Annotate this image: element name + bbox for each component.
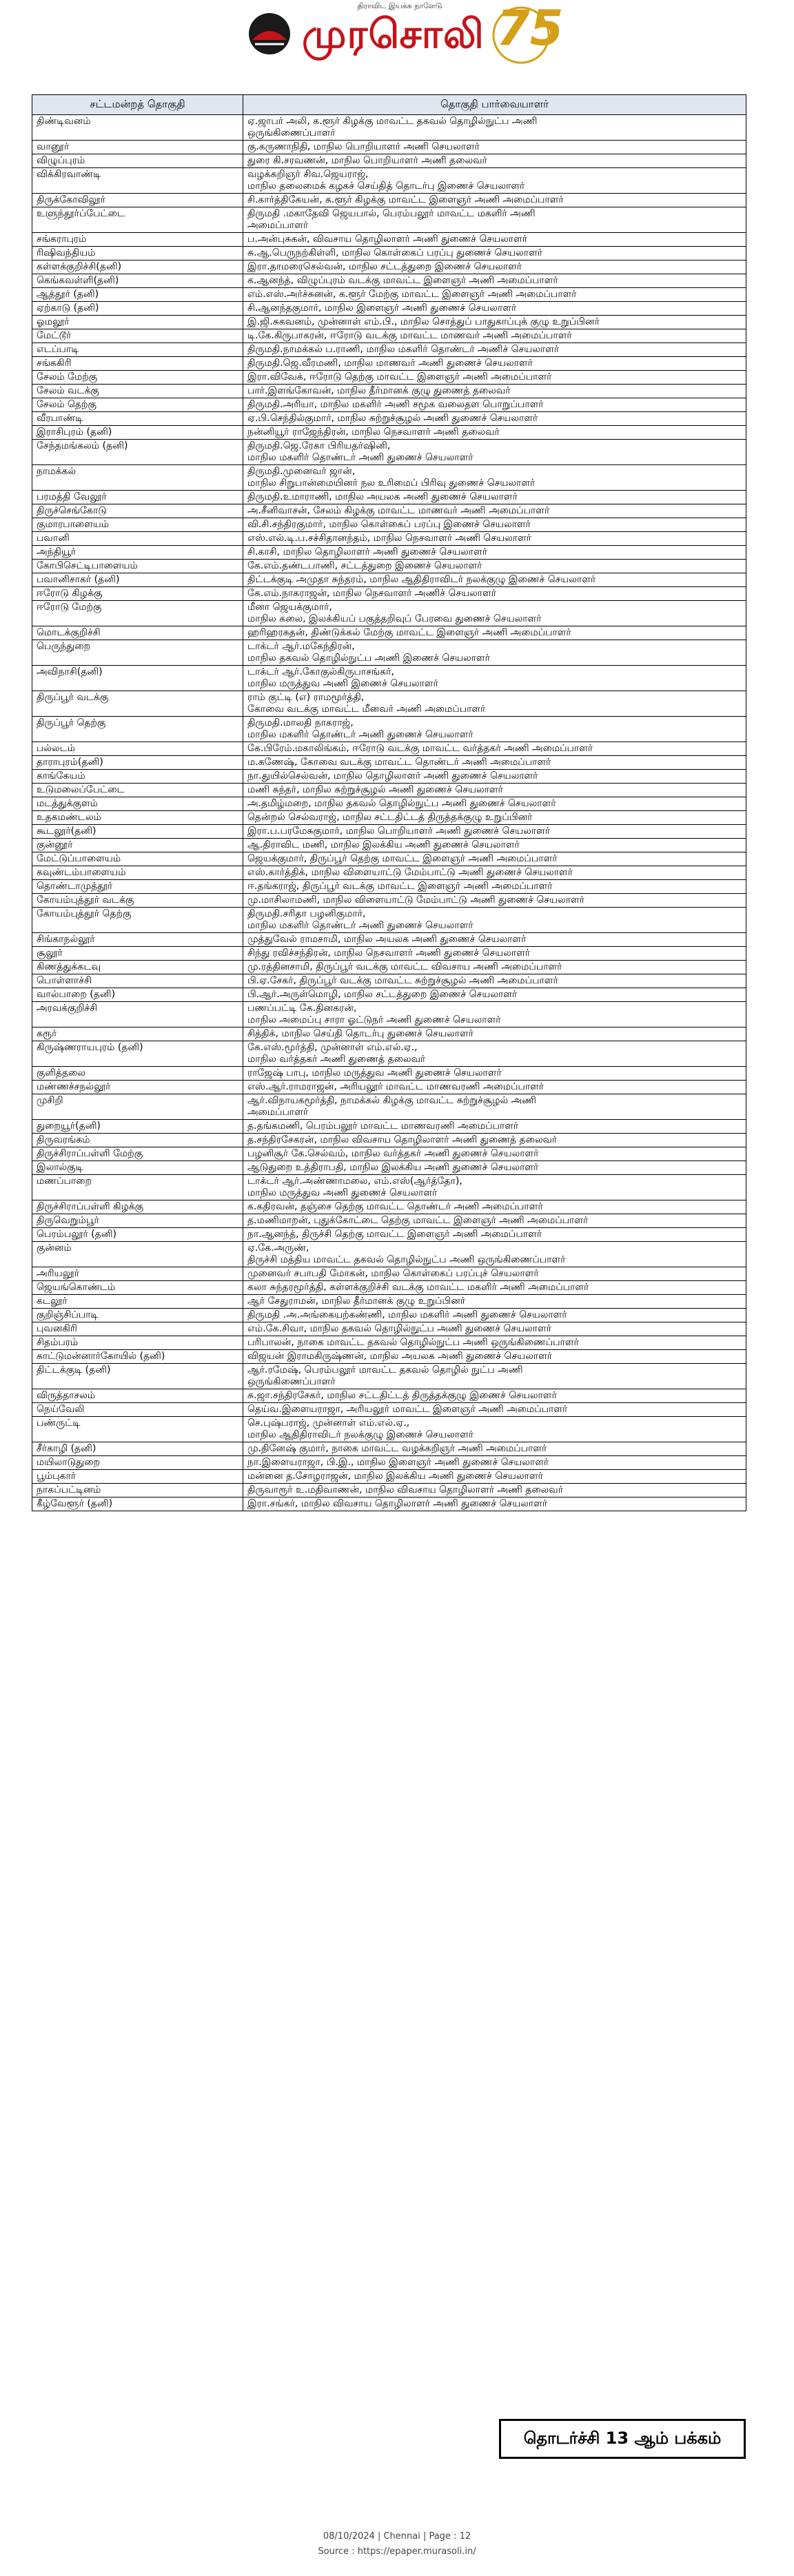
table-row — [32, 1417, 746, 1442]
observer-cell: ஏ.ஜாபர் அலி, க.ளூர் கிழக்கு மாவட்ட தகவல் தொழில்நுட்ப அணி ஒருங்கிணைப்பாளர் — [243, 115, 746, 141]
observer-cell: மு.மாசிலாமணி, மாநில விளையாட்டு மேம்பாட்டு அணி துணைச் செயலாளர் — [243, 894, 746, 908]
observer-cell: திட்டக்குடி அமுதா சுந்தரம், மாநில ஆதிதிராவிடர் நலக்குழு இணைச் செயலாளர் — [243, 573, 746, 587]
observer-cell: ம.கணேஷ், கோவை வடக்கு மாவட்ட தொண்டர் அணி அமைப்பாளர் — [243, 756, 746, 770]
observer-cell: ஏ.பி.செந்தில்குமார், மாநில சுற்றுச்சூழல் அணி துணைச் செயலாளர் — [243, 412, 746, 426]
observer-cell: திருமதி.சரிதா பழனிகுமார், மாநில மகளிர் தொண்டர் அணி துணைச் செயலாளர் — [243, 908, 746, 933]
constituency-cell: குன்னம் — [32, 1242, 243, 1267]
constituency-cell: கள்ளக்குறிச்சி(தனி) — [32, 260, 243, 274]
table-row — [32, 1094, 746, 1120]
table-row — [32, 141, 746, 154]
table-row — [32, 1295, 746, 1309]
constituency-cell: திருப்பூர் தெற்கு — [32, 717, 243, 742]
constituency-cell: பெருந்துறை — [32, 640, 243, 666]
observer-cell: எஸ்.எல்.டி.ப.சச்சிதானந்தம், மாநில நெசவாளர் அணி செயலாளர் — [243, 532, 746, 546]
table-row — [32, 797, 746, 811]
observer-cell: இ.ஜி.சுகவனம், முன்னாள் எம்.பி., மாநில சொத்துப் பாதுகாப்புக் குழு உறுப்பினர் — [243, 316, 746, 329]
table-row — [32, 504, 746, 518]
constituency-cell: கோயம்புத்தூர் வடக்கு — [32, 894, 243, 908]
constituency-cell: கிணத்துக்கடவு — [32, 961, 243, 974]
constituency-cell: கடலூர் — [32, 1295, 243, 1309]
table-row — [32, 852, 746, 866]
observer-cell: திருமதி.ஜெ.வீரமணி, மாநில மாணவர் அணி துணைச் செயலாளர் — [243, 357, 746, 371]
table-row — [32, 115, 746, 141]
table-row — [32, 1442, 746, 1456]
observer-cell: ஹரிஹரசுதன், திண்டுக்கல் மேற்கு மாவட்ட இளைஞர் அணி அமைப்பாளர் — [243, 626, 746, 640]
constituency-cell: ஓமலூர் — [32, 316, 243, 329]
masthead-tagline: திராவிட இயக்க நாளேடு — [357, 1, 442, 10]
table-row — [32, 573, 746, 587]
constituency-cell: புவனகிரி — [32, 1322, 243, 1336]
observer-cell: ராம் குட்டி (எ) ராமமூர்த்தி, கோவை வடக்கு மாவட்ட மீனவர் அணி அமைப்பாளர் — [243, 691, 746, 717]
table-row — [32, 1041, 746, 1067]
constituency-cell: மணப்பாறை — [32, 1175, 243, 1200]
observer-cell: இரா.சங்கர், மாநில விவசாய தொழிலாளர் அணி துணைச் செயலாளர் — [243, 1497, 746, 1511]
table-row — [32, 168, 746, 194]
observer-cell: வழக்கறிஞர் சிவ.ஜெயராஜ், மாநில தலைமைக் கழகச் செய்தித் தொடர்பு இணைச் செயலாளர் — [243, 168, 746, 194]
table-row — [32, 811, 746, 825]
continuation-note: தொடர்ச்சி 13 ஆம் பக்கம் — [499, 2419, 746, 2459]
table-row — [32, 626, 746, 640]
rising-sun-logo-icon — [245, 10, 294, 58]
constituency-cell: கூடலூர்(தனி) — [32, 825, 243, 839]
observer-cell: அ.சீனிவாசன், சேலம் கிழக்கு மாவட்ட மாணவர் அணி அமைப்பாளர் — [243, 504, 746, 518]
constituency-cell: சேலம் வடக்கு — [32, 385, 243, 398]
constituency-cell: அவிநாசி(தனி) — [32, 666, 243, 691]
table-row — [32, 546, 746, 560]
table-row — [32, 440, 746, 465]
anniversary-number: 75 — [496, 0, 564, 57]
table-row — [32, 194, 746, 207]
table-row — [32, 1161, 746, 1175]
table-row — [32, 770, 746, 784]
observer-cell: ஏ.கே.அருண், திருச்சி மத்திய மாவட்ட தகவல் தொழில்நுட்ப அணி ஒருங்கிணைப்பாளர் — [243, 1242, 746, 1267]
table-row — [32, 742, 746, 756]
constituency-cell: வீரபாண்டி — [32, 412, 243, 426]
table-row — [32, 1389, 746, 1403]
table-row — [32, 491, 746, 504]
observer-cell: ஈ.தங்கராஜ், திருப்பூர் வடக்கு மாவட்ட இளைஞர் அணி அமைப்பாளர் — [243, 880, 746, 894]
table-row — [32, 207, 746, 233]
observer-cell: நன்னியூர் ராஜேந்திரன், மாநில நெசவாளர் அணி தலைவர் — [243, 426, 746, 440]
constituency-cell: பண்ருட்டி — [32, 1417, 243, 1442]
table-row — [32, 560, 746, 573]
constituency-cell: திருவெறும்பூர் — [32, 1214, 243, 1228]
constituency-cell: கிருஷ்ணராயபுரம் (தனி) — [32, 1041, 243, 1067]
table-row — [32, 784, 746, 797]
constituency-cell: ஈரோடு கிழக்கு — [32, 587, 243, 601]
constituency-cell: துறையூர்(தனி) — [32, 1120, 243, 1134]
table-row — [32, 961, 746, 974]
observer-cell: ஆர்.விநாயகமூர்த்தி, நாமக்கல் கிழக்கு மாவட்ட சுற்றுச்சூழல் அணி அமைப்பாளர் — [243, 1094, 746, 1120]
table-row — [32, 691, 746, 717]
constituency-cell: அந்தியூர் — [32, 546, 243, 560]
constituency-cell: குமாரபாளையம் — [32, 518, 243, 532]
table-row — [32, 1002, 746, 1028]
constituency-cell: சிதம்பரம் — [32, 1336, 243, 1350]
observer-cell: எம்.எஸ்.அர்ச்சுனன், க.ளூர் மேற்கு மாவட்ட இளைஞர் அணி அமைப்பாளர் — [243, 288, 746, 302]
constituency-cell: தொண்டாமுத்தூர் — [32, 880, 243, 894]
observer-cell: இரா.தாமரைசெல்வன், மாநில சட்டத்துறை இணைச் செயலாளர் — [243, 260, 746, 274]
observer-cell: சி.கார்த்திகேயன், க.ளூர் கிழக்கு மாவட்ட இளைஞர் அணி அமைப்பாளர் — [243, 194, 746, 207]
table-row — [32, 412, 746, 426]
constituency-cell: திருச்செங்கோடு — [32, 504, 243, 518]
constituency-cell: சீர்காழி (தனி) — [32, 1442, 243, 1456]
observer-cell: திருமதி .மகாதேவி ஜெயபால், பெரம்பலூர் மாவட்ட மகளிர் அணி அமைப்பாளர் — [243, 207, 746, 233]
constituency-cell: வால்பாறை (தனி) — [32, 988, 243, 1002]
observer-cell: ஆர்.ரமேஷ், பெரம்பலூர் மாவட்ட தகவல் தொழில் நுட்ப அணி ஒருங்கிணைப்பாளர் — [243, 1364, 746, 1389]
constituency-cell: உளுந்தூர்ப்பேட்டை — [32, 207, 243, 233]
observer-cell: சி.காசி, மாநில தொழிலாளர் அணி துணைச் செயலாளர் — [243, 546, 746, 560]
constituency-cell: உதகமண்டலம் — [32, 811, 243, 825]
observer-cell: சு.ஆ.பெருநற்கிள்ளி, மாநில கொள்கைப் பரப்பு துணைச் செயலாளர் — [243, 247, 746, 260]
constituency-cell: பொள்ளாச்சி — [32, 974, 243, 988]
table-row — [32, 1200, 746, 1214]
masthead — [0, 0, 794, 69]
observer-cell: ஆர் சேதுராமன், மாநில தீர்மானக் குழு உறுப்பினர் — [243, 1295, 746, 1309]
table-row — [32, 1309, 746, 1322]
table-row — [32, 1470, 746, 1484]
constituency-observer-table-wrap — [32, 94, 746, 1511]
table-row — [32, 908, 746, 933]
observer-cell: த.சந்திரசேகரன், மாநில விவசாய தொழிலாளர் அணி துணைத் தலைவர் — [243, 1134, 746, 1147]
observer-cell: ப.அன்புசுகன், விவசாய தொழிலாளர் அணி துணைச் செயலாளர் — [243, 233, 746, 247]
observer-cell: திருமதி .அ.அங்கையற்கண்ணி, மாநில மகளிர் அணி துணைச் செயலாளர் — [243, 1309, 746, 1322]
table-row — [32, 1403, 746, 1417]
table-row — [32, 894, 746, 908]
constituency-cell: தாராபுரம்(தனி) — [32, 756, 243, 770]
table-row — [32, 426, 746, 440]
table-row — [32, 756, 746, 770]
constituency-cell: பல்லடம் — [32, 742, 243, 756]
constituency-cell: அரவக்குறிச்சி — [32, 1002, 243, 1028]
table-row — [32, 1028, 746, 1041]
observer-cell: திருமதி.அரியா, மாநில மகளிர் அணி சமூக வலைதள பொறுப்பாளர் — [243, 398, 746, 412]
observer-cell: முனைவர் சபாபதி மோகன், மாநில கொள்கைப் பரப்புச் செயலாளர் — [243, 1267, 746, 1281]
table-row — [32, 357, 746, 371]
table-row — [32, 329, 746, 343]
observer-cell: திருமதி.உமாராணி, மாநில அயலக அணி துணைச் செயலாளர் — [243, 491, 746, 504]
observer-cell: கே.எம்.தண்டபாணி, சட்டத்துறை இணைச் செயலாளர் — [243, 560, 746, 573]
observer-cell: த.தங்கமணி, பெரம்பலூர் மாவட்ட மாணவரணி அமைப்பாளர் — [243, 1120, 746, 1134]
constituency-cell: விழுப்புரம் — [32, 154, 243, 168]
observer-cell: ஜெயக்குமார், திருப்பூர் தெற்கு மாவட்ட இளைஞர் அணி அமைப்பாளர் — [243, 852, 746, 866]
constituency-cell: உடுமலைப்பேட்டை — [32, 784, 243, 797]
table-row — [32, 465, 746, 491]
observer-cell: க.ஆனந்த், விழுப்புரம் வடக்கு மாவட்ட இளைஞர் அணி அமைப்பாளர் — [243, 274, 746, 288]
table-row — [32, 316, 746, 329]
constituency-cell: எடப்பாடி — [32, 343, 243, 357]
table-row — [32, 1281, 746, 1295]
table-row — [32, 518, 746, 532]
constituency-cell: திருக்கோவிலூர் — [32, 194, 243, 207]
observer-cell: சி.ஆனந்தகுமார், மாநில இளைஞர் அணி துணைச் செயலாளர் — [243, 302, 746, 316]
observer-cell: சிந்து ரவிச்சந்திரன், மாநில நெசவாளர் அணி துணைச் செயலாளர் — [243, 947, 746, 961]
table-row — [32, 1267, 746, 1281]
header-observer: தொகுதி பார்வையாளர் — [243, 95, 746, 115]
constituency-cell: நெய்வேலி — [32, 1403, 243, 1417]
observer-cell: தெய்வ.இளையராஜா, அரியலூர் மாவட்ட இளைஞர் அணி அமைப்பாளர் — [243, 1403, 746, 1417]
table-row — [32, 1350, 746, 1364]
table-row — [32, 1081, 746, 1094]
table-row — [32, 1120, 746, 1134]
observer-cell: டி.கே.கிருபாகரன், ஈரோடு வடக்கு மாவட்ட மாணவர் அணி அமைப்பாளர் — [243, 329, 746, 343]
constituency-cell: பரமத்தி வேலூர் — [32, 491, 243, 504]
table-row — [32, 988, 746, 1002]
constituency-cell: சேலம் தெற்கு — [32, 398, 243, 412]
observer-cell: மீனா ஜெயக்குமார், மாநில கலை, இலக்கியப் பகுத்தறிவுப் பேரவை துணைச் செயலாளர் — [243, 601, 746, 626]
observer-cell: மணி சுந்தர், மாநில சுற்றுச்சூழல் அணி துணைச் செயலாளர் — [243, 784, 746, 797]
constituency-cell: ஏற்காடு (தனி) — [32, 302, 243, 316]
observer-cell: டாக்டர் ஆர்.மகேந்திரன், மாநில தகவல் தொழில்நுட்ப அணி இணைச் செயலாளர் — [243, 640, 746, 666]
constituency-cell: விக்கிரவாண்டி — [32, 168, 243, 194]
footer-date-line: 08/10/2024 | Chennai | Page : 12 — [323, 2531, 471, 2542]
table-row — [32, 1147, 746, 1161]
constituency-cell: காட்டுமன்னார்கோயில் (தனி) — [32, 1350, 243, 1364]
observer-cell: பழனிசூர் கே.செல்வம், மாநில வர்த்தகர் அணி துணைச் செயலாளர் — [243, 1147, 746, 1161]
table-row — [32, 1134, 746, 1147]
constituency-cell: சூலூர் — [32, 947, 243, 961]
masthead-logo-text: முரசொலி — [302, 10, 485, 57]
constituency-cell: காங்கேயம் — [32, 770, 243, 784]
observer-cell: பார்.இளங்கோவன், மாநில தீர்மானக் குழு துணைத் தலைவர் — [243, 385, 746, 398]
table-row — [32, 880, 746, 894]
observer-cell: த.மணிமாறன், புதுக்கோட்டை தெற்கு மாவட்ட இளைஞர் அணி அமைப்பாளர் — [243, 1214, 746, 1228]
constituency-cell: வானூர் — [32, 141, 243, 154]
observer-cell: கே.எஸ்.மூர்த்தி, முன்னாள் எம்.எல்.ஏ., மாநில வர்த்தகர் அணி துணைத் தலைவர் — [243, 1041, 746, 1067]
observer-cell: இரா.ப.பரமேசுகுமார், மாநில பொறியாளர் அணி துணைச் செயலாளர் — [243, 825, 746, 839]
observer-cell: எஸ்.கார்த்திக், மாநில விளையாட்டு மேம்பாட்டு அணி துணைச் செயலாளர் — [243, 866, 746, 880]
observer-cell: கு.கருணாநிதி, மாநில பொறியாளர் அணி செயலாளர் — [243, 141, 746, 154]
table-row — [32, 1214, 746, 1228]
observer-cell: முத்துவேல் ராமசாமி, மாநில அயலக அணி துணைச் செயலாளர் — [243, 933, 746, 947]
constituency-cell: கீழ்வேளூர் (தனி) — [32, 1497, 243, 1511]
observer-cell: டாக்டர் ஆர்.அண்ணாமலை, எம்.எஸ்(ஆர்த்தோ), மாநில மருத்துவ அணி துணைச் செயலாளர் — [243, 1175, 746, 1200]
header-constituency: சட்டமன்றத் தொகுதி — [32, 95, 243, 115]
constituency-cell: ஜெயங்கொண்டம் — [32, 1281, 243, 1295]
constituency-cell: பெரம்பலூர் (தனி) — [32, 1228, 243, 1242]
observer-cell: எஸ்.ஆர்.ராமராஜன், அரியலூர் மாவட்ட மாணவரணி அமைப்பாளர் — [243, 1081, 746, 1094]
observer-cell: மு.ரத்தினசாமி, திருப்பூர் வடக்கு மாவட்ட விவசாய அணி அமைப்பாளர் — [243, 961, 746, 974]
constituency-cell: மண்ணச்சநல்லூர் — [32, 1081, 243, 1094]
constituency-cell: சேலம் மேற்கு — [32, 371, 243, 385]
constituency-cell: திருப்பூர் வடக்கு — [32, 691, 243, 717]
table-row — [32, 1336, 746, 1350]
observer-cell: கே.எம்.நாகராஜன், மாநில நெசவாளர் அணிச் செயலாளர் — [243, 587, 746, 601]
observer-cell: பரிபாலன், நாகை மாவட்ட தகவல் தொழில்நுட்ப அணி ஒருங்கிணைப்பாளர் — [243, 1336, 746, 1350]
table-row — [32, 1067, 746, 1081]
constituency-cell: குறிஞ்சிப்பாடி — [32, 1309, 243, 1322]
constituency-cell: மயிலாடுதுறை — [32, 1456, 243, 1470]
constituency-cell: பவானி — [32, 532, 243, 546]
table-row — [32, 933, 746, 947]
table-row — [32, 1484, 746, 1497]
observer-cell: கலா சுந்தரமூர்த்தி, கள்ளக்குறிச்சி வடக்கு மாவட்ட மகளிர் அணி அமைப்பாளர் — [243, 1281, 746, 1295]
table-row — [32, 974, 746, 988]
constituency-cell: முசிறி — [32, 1094, 243, 1120]
table-row — [32, 1242, 746, 1267]
observer-cell: திருமதி.ஜெ.ரேகா பிரியதர்ஷினி, மாநில மகளிர் தொண்டர் அணி துணைச் செயலாளர் — [243, 440, 746, 465]
table-row — [32, 1175, 746, 1200]
observer-cell: சு.ஜா.சந்திரசேகர், மாநில சட்டதிட்டத் திருத்தக்குழு இணைச் செயலாளர் — [243, 1389, 746, 1403]
observer-cell: துரை கி.சரவணன், மாநில பொறியாளர் அணி தலைவர் — [243, 154, 746, 168]
observer-cell: மு.தினேஷ் குமார், நாகை மாவட்ட வழக்கறிஞர் அணி அமைப்பாளர் — [243, 1442, 746, 1456]
observer-cell: தென்றல் செல்வராஜ், மாநில சட்டதிட்டத் திருத்தக்குழு உறுப்பினர் — [243, 811, 746, 825]
table-row — [32, 385, 746, 398]
constituency-cell: ஈரோடு மேற்கு — [32, 601, 243, 626]
table-row — [32, 398, 746, 412]
observer-cell: பணப்பட்டி கே.தினகரன், மாநில அமைப்பு சாரா ஓட்டுநர் அணி துணைச் செயலாளர் — [243, 1002, 746, 1028]
constituency-cell: இலால்குடி — [32, 1161, 243, 1175]
constituency-cell: பூம்புகார் — [32, 1470, 243, 1484]
table-row — [32, 260, 746, 274]
table-row — [32, 839, 746, 852]
observer-cell: திருமதி.மாலதி நாகராஜ், மாநில மகளிர் தொண்டர் அணி துணைச் செயலாளர் — [243, 717, 746, 742]
table-row — [32, 587, 746, 601]
constituency-cell: சிங்காநல்லூர் — [32, 933, 243, 947]
table-row — [32, 247, 746, 260]
observer-cell: அ.தமிழ்மறை, மாநில தகவல் தொழில்நுட்ப அணி துணைச் செயலாளர் — [243, 797, 746, 811]
constituency-cell: கரூர் — [32, 1028, 243, 1041]
constituency-cell: திருச்சிராப்பள்ளி கிழக்கு — [32, 1200, 243, 1214]
table-row — [32, 1364, 746, 1389]
table-row — [32, 666, 746, 691]
constituency-cell: கெங்கவள்ளி(தனி) — [32, 274, 243, 288]
table-row — [32, 1322, 746, 1336]
constituency-cell: திருவரங்கம் — [32, 1134, 243, 1147]
observer-cell: பி.ஏ.சேகர், திருப்பூர் வடக்கு மாவட்ட சுற்றுச்சூழல் அணி அமைப்பாளர் — [243, 974, 746, 988]
constituency-cell: மொடக்குறிச்சி — [32, 626, 243, 640]
constituency-cell: கோயம்புத்தூர் தெற்கு — [32, 908, 243, 933]
constituency-cell: மடத்துக்குளம் — [32, 797, 243, 811]
constituency-cell: கவுண்டம்பாளையம் — [32, 866, 243, 880]
table-row — [32, 601, 746, 626]
table-row — [32, 1228, 746, 1242]
constituency-cell: சேந்தமங்கலம் (தனி) — [32, 440, 243, 465]
constituency-cell: குளித்தலை — [32, 1067, 243, 1081]
table-row — [32, 947, 746, 961]
observer-cell: திருவாரூர் உ.மதிவாணன், மாநில விவசாய தொழிலாளர் அணி தலைவர் — [243, 1484, 746, 1497]
table-row — [32, 717, 746, 742]
table-row — [32, 825, 746, 839]
table-row — [32, 343, 746, 357]
table-body — [32, 115, 746, 1511]
table-row — [32, 1456, 746, 1470]
footer-source-line: Source : https://epaper.murasoli.in/ — [318, 2546, 476, 2557]
observer-cell: இரா.விவேக், ஈரோடு தெற்கு மாவட்ட இளைஞர் அணி அமைப்பாளர் — [243, 371, 746, 385]
observer-cell: செ.புஷ்பராஜ், முன்னாள் எம்.எல்.ஏ., மாநில ஆதிதிராவிடர் நலக்குழு இணைச் செயலாளர் — [243, 1417, 746, 1442]
table-row — [32, 288, 746, 302]
constituency-cell: நாமக்கல் — [32, 465, 243, 491]
table-row — [32, 154, 746, 168]
observer-cell: சித்திக், மாநில செய்தி தொடர்பு துணைச் செயலாளர் — [243, 1028, 746, 1041]
constituency-cell: மேட்டுப்பாளையம் — [32, 852, 243, 866]
observer-cell: திருமதி.நாமக்கல் ப.ராணி, மாநில மகளிர் தொண்டர் அணிச் செயலாளர் — [243, 343, 746, 357]
constituency-cell: நாகப்பட்டினம் — [32, 1484, 243, 1497]
constituency-cell: திட்டக்குடி (தனி) — [32, 1364, 243, 1389]
observer-cell: க.கதிரவன், தஞ்சை தெற்கு மாவட்ட தொண்டர் அணி அமைப்பாளர் — [243, 1200, 746, 1214]
constituency-cell: கோபிசெட்டிபாளையம் — [32, 560, 243, 573]
constituency-cell: இராசிபுரம் (தனி) — [32, 426, 243, 440]
constituency-cell: திண்டிவனம் — [32, 115, 243, 141]
constituency-cell: அரியலூர் — [32, 1267, 243, 1281]
constituency-observer-table — [32, 94, 746, 1511]
observer-cell: ஆ.திராவிட மணி, மாநில இலக்கிய அணி துணைச் செயலாளர் — [243, 839, 746, 852]
table-row — [32, 233, 746, 247]
constituency-cell: திருச்சிராப்பள்ளி மேற்கு — [32, 1147, 243, 1161]
observer-cell: விஜயன் இராமகிருஷ்ணன், மாநில அயலக அணி துணைச் செயலாளர் — [243, 1350, 746, 1364]
table-row — [32, 302, 746, 316]
constituency-cell: சங்ககிரி — [32, 357, 243, 371]
constituency-cell: குன்னூர் — [32, 839, 243, 852]
observer-cell: ஆடுதுறை உத்திராபதி, மாநில இலக்கிய அணி துணைச் செயலாளர் — [243, 1161, 746, 1175]
table-row — [32, 640, 746, 666]
constituency-cell: ஆத்தூர் (தனி) — [32, 288, 243, 302]
table-row — [32, 274, 746, 288]
observer-cell: ராஜேஷ் பாபு, மாநில மருத்துவ அணி துணைச் செயலாளர் — [243, 1067, 746, 1081]
constituency-cell: விருத்தாசலம் — [32, 1389, 243, 1403]
table-row — [32, 1497, 746, 1511]
page-footer — [0, 2529, 794, 2559]
constituency-cell: பவானிசாகர் (தனி) — [32, 573, 243, 587]
observer-cell: நா.ஆனந்த், திருச்சி தெற்கு மாவட்ட இளைஞர் அணி அமைப்பாளர் — [243, 1228, 746, 1242]
table-row — [32, 866, 746, 880]
observer-cell: பி.ஆர்.அருள்மொழி, மாநில சட்டத்துறை இணைச் செயலாளர் — [243, 988, 746, 1002]
observer-cell: வி.சி.சந்திரகுமார், மாநில கொள்கைப் பரப்பு இணைச் செயலாளர் — [243, 518, 746, 532]
observer-cell: நா.இளையராஜா, பி.இ., மாநில இளைஞர் அணி துணைச் செயலாளர் — [243, 1456, 746, 1470]
observer-cell: திருமதி.முனைவர் ஜான், மாநில சிறுபான்மையினர் நல உரிமைப் பிரிவு துணைச் செயலாளர் — [243, 465, 746, 491]
constituency-cell: சங்கராபுரம் — [32, 233, 243, 247]
observer-cell: எம்.கே.சிவா, மாநில தகவல் தொழில்நுட்ப அணி துணைச் செயலாளர் — [243, 1322, 746, 1336]
observer-cell: நா.துயில்செல்வன், மாநில தொழிலாளர் அணி துணைச் செயலாளர் — [243, 770, 746, 784]
constituency-cell: ரிஷிவந்தியம் — [32, 247, 243, 260]
observer-cell: டாக்டர் ஆர்.கோகுல்கிருபாசங்கர், மாநில மருத்துவ அணி இணைச் செயலாளர் — [243, 666, 746, 691]
observer-cell: கே.பிரேம்.மகாலிங்கம், ஈரோடு வடக்கு மாவட்ட வர்த்தகர் அணி அமைப்பாளர் — [243, 742, 746, 756]
table-row — [32, 532, 746, 546]
constituency-cell: மேட்டூர் — [32, 329, 243, 343]
table-header-row — [32, 95, 746, 115]
table-row — [32, 371, 746, 385]
observer-cell: மன்னை த.சோழராஜன், மாநில இலக்கிய அணி துணைச் செயலாளர் — [243, 1470, 746, 1484]
